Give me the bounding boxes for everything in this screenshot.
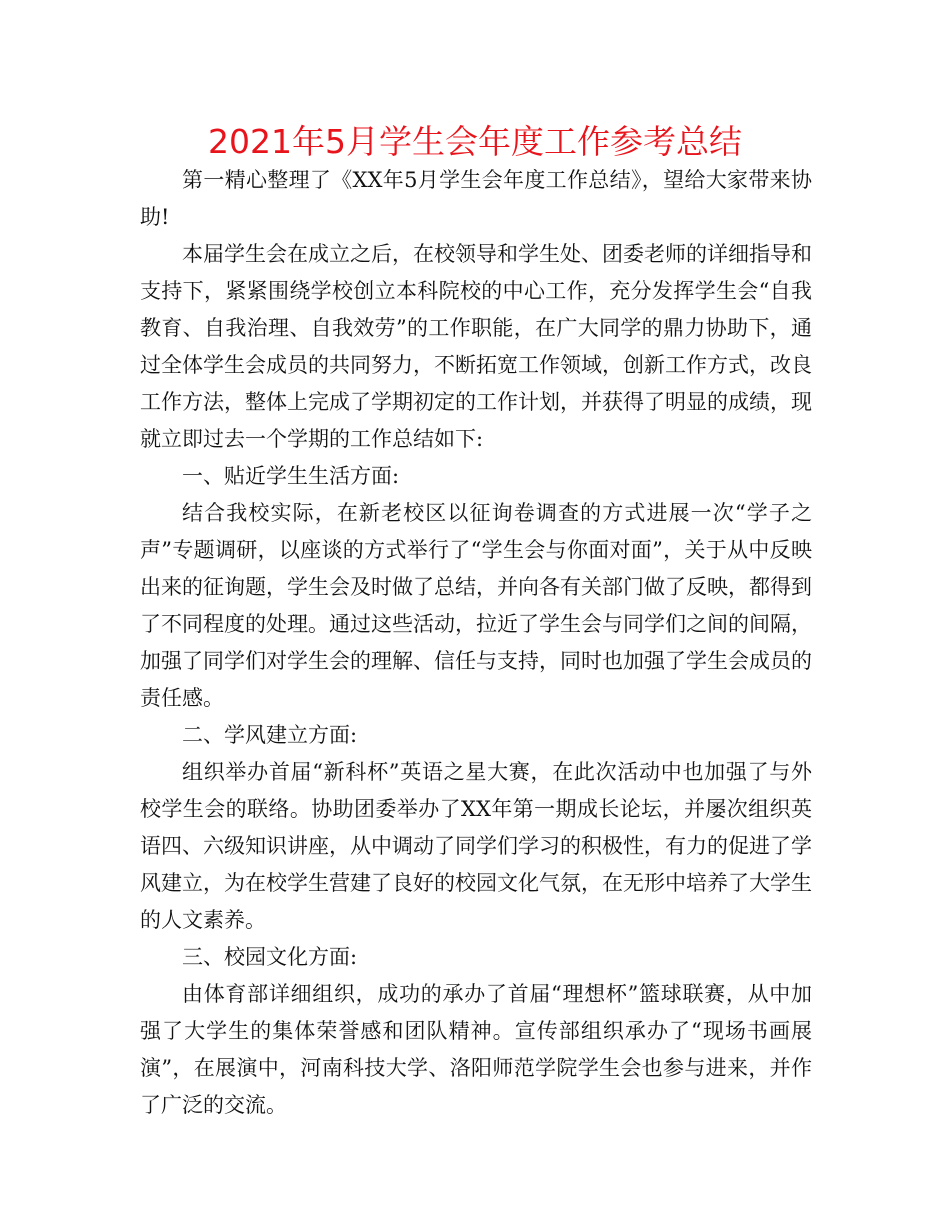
document-body (140, 162, 812, 1124)
section-heading-study-style: 二、学风建立方面: (182, 723, 358, 747)
intro-paragraph: 第一精心整理了《XX年5月学生会年度工作总结》，望给大家带来协助! (140, 168, 812, 229)
overview-paragraph: 本届学生会在成立之后，在校领导和学生处、团委老师的详细指导和支持下，紧紧围绕学校创立本科院校的中心工作，充分发挥学生会“自我教育、自我治理、自我效劳”的工作职能，在广大同学的鼎力协助下，通过全体学生会成员的共同努力，不断拓宽工作领域，创新工作方式，改良工作方法，整体上完成了学期初定的工作计划，并获得了明显的成绩，现就立即过去一个学期的工作总结如下: (140, 242, 812, 451)
section-heading-campus-culture: 三、校园文化方面: (182, 945, 358, 969)
document-title: 2021年5月学生会年度工作参考总结 (208, 122, 742, 161)
section-heading-student-life: 一、贴近学生生活方面: (182, 464, 400, 488)
student-life-paragraph: 结合我校实际，在新老校区以征询卷调查的方式进展一次“学子之声”专题调研，以座谈的方式举行了“学生会与你面对面”，关于从中反映出来的征询题，学生会及时做了总结，并向各有关部门做了反映，都得到了不同程度的处理。通过这些活动，拉近了学生会与同学们之间的间隔，加强了同学们对学生会的理解、信任与支持，同时也加强了学生会成员的责任感。 (140, 501, 812, 710)
study-style-paragraph: 组织举办首届“新科杯”英语之星大赛，在此次活动中也加强了与外校学生会的联络。协助团委举办了XX年第一期成长论坛，并屡次组织英语四、六级知识讲座，从中调动了同学们学习的积极性，有力的促进了学风建立，为在校学生营建了良好的校园文化气氛，在无形中培养了大学生的人文素养。 (140, 760, 812, 932)
campus-culture-paragraph: 由体育部详细组织，成功的承办了首届“理想杯”篮球联赛，从中加强了大学生的集体荣誉感和团队精神。宣传部组织承办了“现场书画展演”，在展演中，河南科技大学、洛阳师范学院学生会也参与进来，并作了广泛的交流。 (140, 982, 812, 1117)
